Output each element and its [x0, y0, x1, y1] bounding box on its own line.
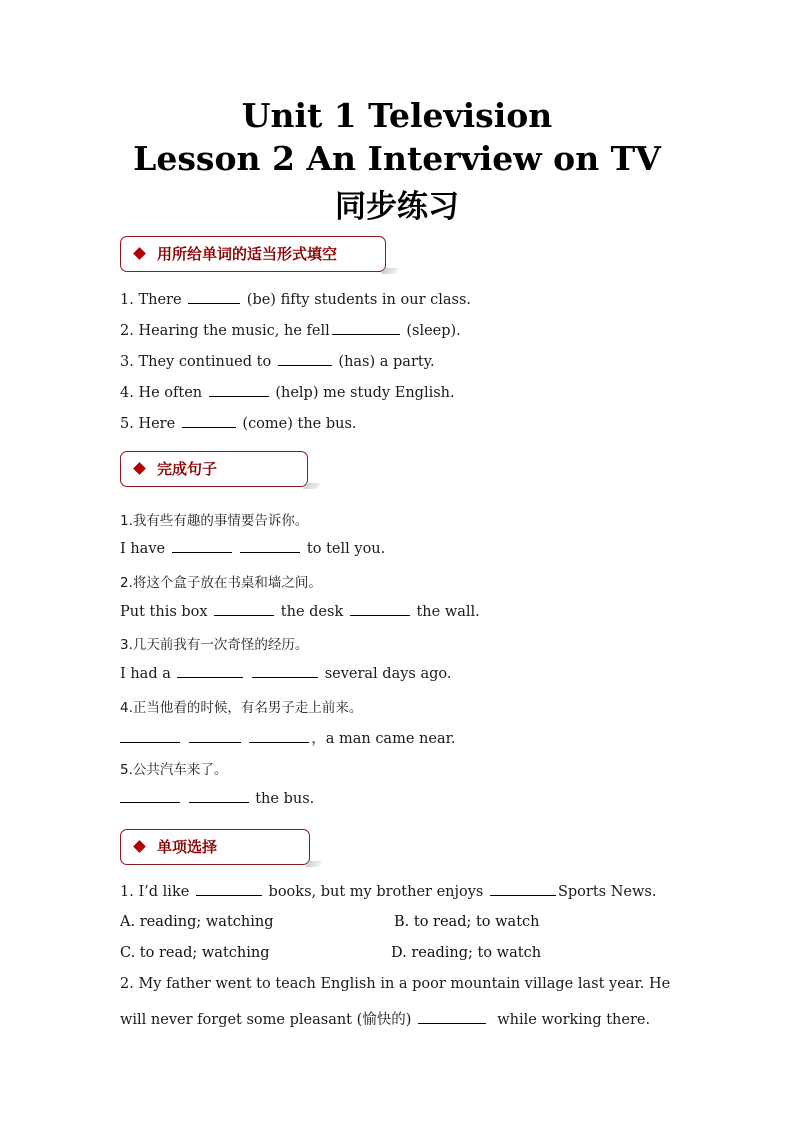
question-chinese: 4.正当他看的时候，有名男子走上前来。 — [120, 700, 363, 716]
choice-question: 2. My father went to teach English in a poor mountain village last year. He — [120, 976, 671, 992]
question-english: ，a man came near. — [120, 727, 456, 748]
answer-blank[interactable] — [120, 729, 180, 743]
question-chinese: 3.几天前我有一次奇怪的经历。 — [120, 637, 309, 653]
section-label: 完成句子 — [157, 460, 218, 478]
section-label: 单项选择 — [157, 838, 218, 856]
fill-in-item: 3. They continued to (has) a party. — [120, 354, 435, 370]
answer-blank[interactable] — [490, 882, 556, 896]
question-chinese: 5.公共汽车来了。 — [120, 762, 228, 778]
section-label: 用所给单词的适当形式填空 — [157, 245, 338, 263]
answer-blank[interactable] — [350, 602, 410, 616]
answer-blank[interactable] — [189, 729, 241, 743]
question-chinese: 2.将这个盒子放在书桌和墙之间。 — [120, 575, 322, 591]
section-header-choice — [120, 829, 310, 865]
choice-question-continued: will never forget some pleasant (愉快的) while working there. — [120, 1012, 651, 1028]
diamond-bullet-icon — [133, 462, 146, 475]
answer-blank[interactable] — [209, 383, 269, 397]
answer-blank[interactable] — [177, 664, 243, 678]
answer-blank[interactable] — [172, 539, 232, 553]
title-lesson: Lesson 2 An Interview on TV — [133, 139, 661, 178]
answer-blank[interactable] — [182, 414, 236, 428]
question-english: I had a several days ago. — [120, 666, 452, 682]
answer-blank[interactable] — [249, 729, 309, 743]
answer-blank[interactable] — [332, 321, 400, 335]
answer-blank[interactable] — [196, 882, 262, 896]
section-header-fill-in — [120, 236, 386, 272]
title-practice: 同步练习 — [335, 189, 459, 225]
answer-blank[interactable] — [252, 664, 318, 678]
diamond-bullet-icon — [133, 247, 146, 260]
answer-blank[interactable] — [214, 602, 274, 616]
fill-in-item: 2. Hearing the music, he fell (sleep). — [120, 323, 461, 339]
answer-blank[interactable] — [418, 1010, 486, 1024]
option-c[interactable]: C. to read; watching — [120, 945, 270, 961]
option-b[interactable]: B. to read; to watch — [394, 914, 540, 930]
title-unit: Unit 1 Television — [241, 96, 553, 135]
fill-in-item: 1. There (be) fifty students in our class. — [120, 292, 472, 308]
fill-in-item: 5. Here (come) the bus. — [120, 416, 357, 432]
question-english: I have to tell you. — [120, 541, 386, 557]
answer-blank[interactable] — [278, 352, 332, 366]
fill-in-item: 4. He often (help) me study English. — [120, 385, 455, 401]
answer-blank[interactable] — [120, 789, 180, 803]
question-chinese: 1.我有些有趣的事情要告诉你。 — [120, 513, 309, 529]
question-english: the bus. — [120, 789, 314, 807]
option-a[interactable]: A. reading; watching — [120, 914, 274, 930]
diamond-bullet-icon — [133, 840, 146, 853]
choice-question: 1. I’d like books, but my brother enjoys Sports News. — [120, 884, 657, 900]
answer-blank[interactable] — [189, 789, 249, 803]
answer-blank[interactable] — [240, 539, 300, 553]
option-d[interactable]: D. reading; to watch — [391, 945, 542, 961]
section-header-complete — [120, 451, 308, 487]
answer-blank[interactable] — [188, 290, 240, 304]
question-english: Put this box the desk the wall. — [120, 604, 480, 620]
